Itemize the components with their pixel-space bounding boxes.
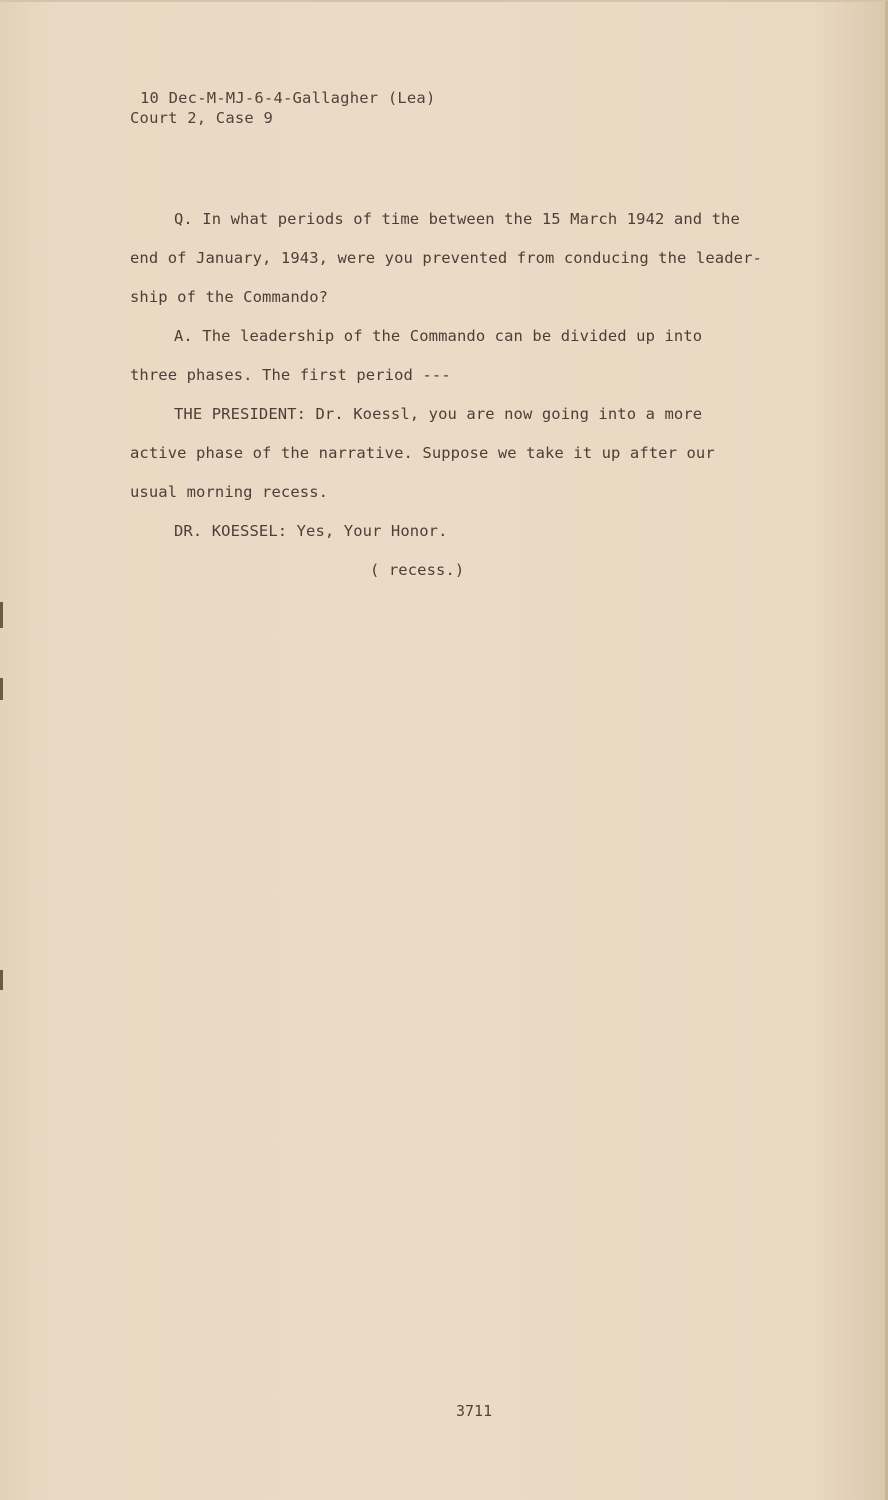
document-header: [130, 88, 436, 128]
page-number: 3711: [456, 1402, 493, 1420]
page-edge-mark: [0, 970, 3, 990]
header-line-court-case: Court 2, Case 9: [130, 109, 273, 127]
president-statement-line: usual morning recess.: [130, 483, 329, 501]
recess-note: ( recess.): [370, 561, 465, 579]
question-line: end of January, 1943, were you prevented from conducing the leader-: [130, 249, 762, 267]
president-statement-line: THE PRESIDENT: Dr. Koessl, you are now going into a more: [174, 405, 703, 423]
page-edge-mark: [0, 678, 3, 700]
question-line: Q. In what periods of time between the 15 March 1942 and the: [174, 210, 740, 228]
answer-line: three phases. The first period ---: [130, 366, 451, 384]
answer-line: A. The leadership of the Commando can be divided up into: [174, 327, 703, 345]
page-edge-mark: [0, 602, 3, 628]
transcript-body: [130, 200, 790, 590]
president-statement-line: active phase of the narrative. Suppose we take it up after our: [130, 444, 715, 462]
koessel-reply-line: DR. KOESSEL: Yes, Your Honor.: [174, 522, 448, 540]
question-line: ship of the Commando?: [130, 288, 329, 306]
header-line-date-reference: 10 Dec-M-MJ-6-4-Gallagher (Lea): [140, 89, 436, 107]
